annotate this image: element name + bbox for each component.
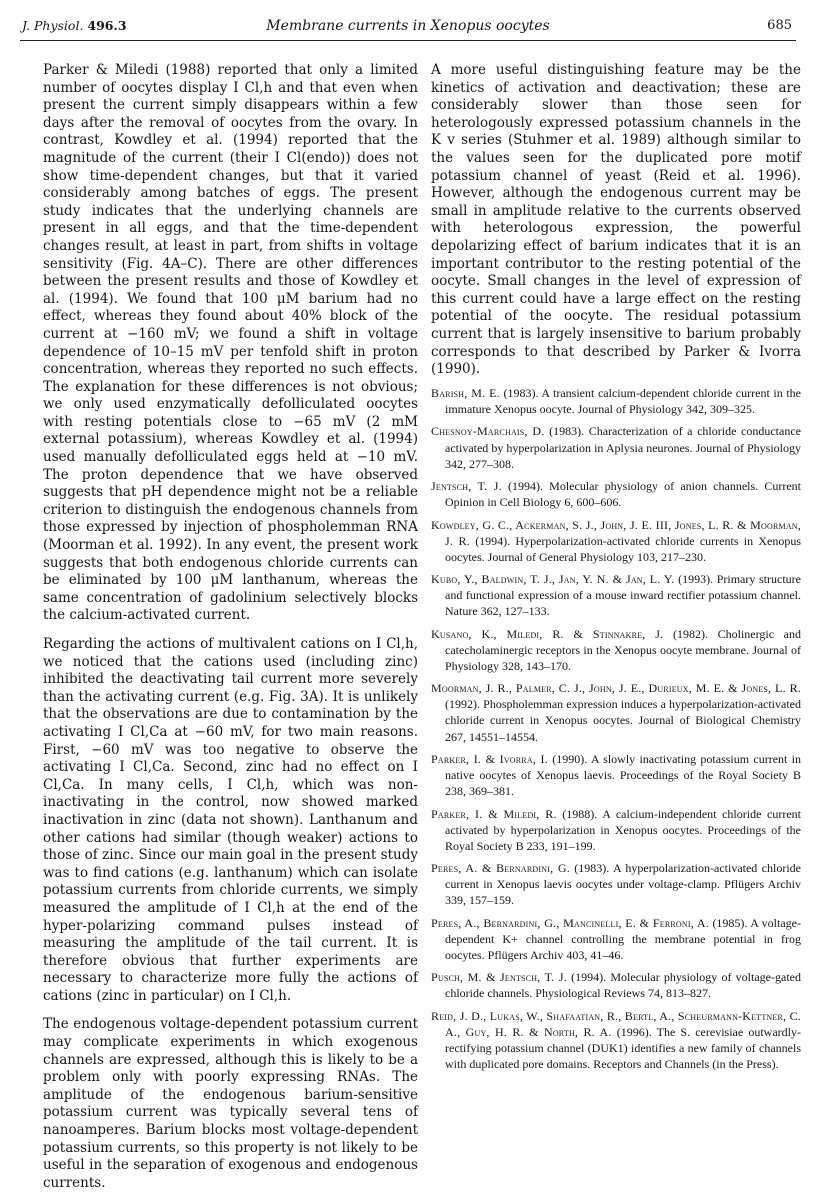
body-paragraph: The endogenous voltage-dependent potassium current may complicate experiments in which exogenous channels are expressed, although this is likely to be a problem only with poorly expressing RNAs. The amplitude of the endogenous barium-sensitive potassium current was typically several tens of nanoamperes. Barium blocks most voltage-dependent potassium currents, so this property is not likely to be useful in the separation of exogenous and endogenous currents. [43,1016,418,1191]
running-title: Membrane currents in Xenopus oocytes [266,18,550,34]
reference-text: (1983). A hyperpolarization-activated chloride current in Xenopus laevis oocytes under voltage-clamp. Pflügers Archiv 339, 157–159. [445,861,801,908]
reference-authors: Kubo, Y., Baldwin, T. J., Jan, Y. N. & Jan, L. Y. [431,572,675,587]
reference-item [431,680,801,744]
journal-name: J. Physiol. [22,18,84,33]
reference-item [431,478,801,510]
reference-item [431,385,801,417]
reference-authors: Peres, A., Bernardini, G., Mancinelli, E. & Ferroni, A. [431,915,709,930]
reference-authors: Moorman, J. R., Palmer, C. J., John, J. E., Durieux, M. E. & Jones, L. R. [431,681,801,696]
body-paragraph: Parker & Miledi (1988) reported that only a limited number of oocytes display I Cl,h and that even when present the current simply disappears within a few days after the removal of oocytes from the ovary. In contrast, Kowdley et al. (1994) reported that the magnitude of the current (their I Cl(endo)) does not show time-dependent changes, but that it varied considerably among batches of eggs. The present study indicates that the underlying channels are present in all eggs, and that the time-dependent changes result, at least in part, from shifts in voltage sensitivity (Fig. 4A–C). There are other differences between the present results and those of Kowdley et al. (1994). We found that 100 μM barium had no effect, whereas they found about 40% block of the current at −160 mV; we found a shift in voltage dependence of 10–15 mV per tenfold shift in proton concentration, whereas they reported no such effects. The explanation for these differences is not obvious; we only used enzymatically defolliculated oocytes with resting potentials close to −65 mV (2 mM external potassium), whereas Kowdley et al. (1994) used manually defolliculated eggs held at −10 mV. The proton dependence that we have observed suggests that pH dependence might not be a reliable criterion to distinguish the endogenous channels from those expressed by injection of phospholemman RNA (Moorman et al. 1992). In any event, the present work suggests that both endogenous chloride currents can be eliminated by 100 μM lanthanum, whereas the same concentration of gadolinium selectively blocks the calcium-activated current. [43,62,418,624]
reference-authors: Kowdley, G. C., Ackerman, S. J., John, J. E. III, Jones, L. R. & Moorman, J. R. [431,517,801,548]
journal-volume: 496.3 [87,18,127,33]
header-rule [20,40,796,41]
body-paragraph: A more useful distinguishing feature may be the kinetics of activation and deactivation; these are considerably slower than those seen for heterologously expressed potassium channels in the K v series (Stuhmer et al. 1989) although similar to the values seen for the duplicated pore motif potassium channel of yeast (Reid et al. 1996). However, although the endogenous current may be small in amplitude relative to the currents observed with heterologous expression, the powerful depolarizing effect of barium indicates that it is an important contributor to the resting potential of the oocyte. Small changes in the level of expression of this current could have a large effect on the resting potential of the oocyte. The residual potassium current that is largely insensitive to barium probably corresponds to that described by Parker & Ivorra (1990). [431,62,801,378]
reference-text: (1992). Phospholemman expression induces a hyperpolarization-activated chloride current in Xenopus oocytes. Journal of Biological Chemistry 267, 14551–14554. [445,697,801,744]
reference-text: (1985). A voltage-dependent K+ channel controlling the membrane potential in frog oocytes. Pflügers Archiv 403, 41–46. [445,915,801,962]
reference-list [431,385,801,1078]
page-header [22,18,794,40]
reference-authors: Kusano, K., Miledi, R. & Stinnakre, J. [431,626,664,641]
reference-item [431,969,801,1001]
reference-authors: Parker, I. & Ivorra, I. [431,751,548,766]
reference-item [431,1008,801,1072]
reference-item [431,751,801,799]
reference-text: (1994). Molecular physiology of voltage-gated chloride channels. Physiological Reviews 74, 813–827. [445,970,801,1001]
reference-text: (1994). Molecular physiology of anion channels. Current Opinion in Cell Biology 6, 600–606. [445,479,801,510]
reference-text: (1983). Characterization of a chloride conductance activated by hyperpolarization in Aplysia neurones. Journal of Physiology 342, 277–308. [445,424,801,471]
reference-text: (1993). Primary structure and functional expression of a mouse inward rectifier potassium channel. Nature 362, 127–133. [445,572,801,619]
reference-item [431,423,801,471]
reference-text: (1983). A transient calcium-dependent chloride current in the immature Xenopus oocyte. Journal of Physiology 342, 309–325. [445,386,802,417]
page-number: 685 [767,18,792,33]
reference-authors: Pusch, M. & Jentsch, T. J. [431,970,567,985]
reference-text: (1982). Cholinergic and catecholaminergic receptors in the Xenopus oocyte membrane. Journal of Physiology 328, 143–170. [445,626,801,673]
reference-item [431,860,801,908]
reference-item [431,915,801,963]
reference-text: (1994). Hyperpolarization-activated chloride currents in Xenopus oocytes. Journal of General Physiology 103, 217–230. [445,533,801,564]
reference-authors: Peres, A. & Bernardini, G. [431,861,570,876]
reference-item [431,517,801,565]
reference-item [431,571,801,619]
reference-authors: Reid, J. D., Lukas, W., Shafaatian, R., Bertl, A., Scheurmann-Kettner, C. A., Guy, H. R. & North, R. A. [431,1008,801,1039]
reference-text: (1996). The S. cerevisiae outwardly-rectifying potassium channel (DUK1) identifies a new family of channels with duplicated pore domains. Receptors and Channels (in the Press). [445,1024,801,1072]
reference-item [431,626,801,674]
right-column [431,62,801,379]
reference-item [431,806,801,854]
reference-authors: Barish, M. E. [431,386,500,400]
reference-text: (1988). A calcium-independent chloride current activated by hyperpolarization in Xenopus oocytes. Proceedings of the Royal Society B 233, 191–199. [445,806,801,853]
body-paragraph: Regarding the actions of multivalent cations on I Cl,h, we noticed that the cations used (including zinc) inhibited the deactivating tail current more severely than the activating current (e.g. Fig. 3A). It is unlikely that the observations are due to contamination by the activating I Cl,Ca at −60 mV, for two main reasons. First, −60 mV was too negative to observe the activating I Cl,Ca. Second, zinc had no effect on I Cl,Ca. In many cells, I Cl,h, which was non-inactivating in the control, now showed marked inactivation in zinc (data not shown). Lanthanum and other cations had similar (though weaker) actions to those of zinc. Since our main goal in the present study was to find cations (e.g. lanthanum) which can isolate potassium currents from chloride currents, we simply measured the amplitude of I Cl,h at the end of the hyper-polarizing command pulses instead of measuring the amplitude of the tail current. It is therefore obvious that further experiments are necessary to characterize more fully the actions of cations (zinc in particular) on I Cl,h. [43,636,418,1004]
left-column [43,62,418,1192]
reference-text: (1990). A slowly inactivating potassium current in native oocytes of Xenopus laevis. Proceedings of the Royal Society B 238, 369–381. [445,751,801,799]
reference-authors: Parker, I. & Miledi, R. [431,806,557,821]
reference-authors: Chesnoy-Marchais, D. [431,424,545,439]
reference-authors: Jentsch, T. J. [431,479,502,494]
